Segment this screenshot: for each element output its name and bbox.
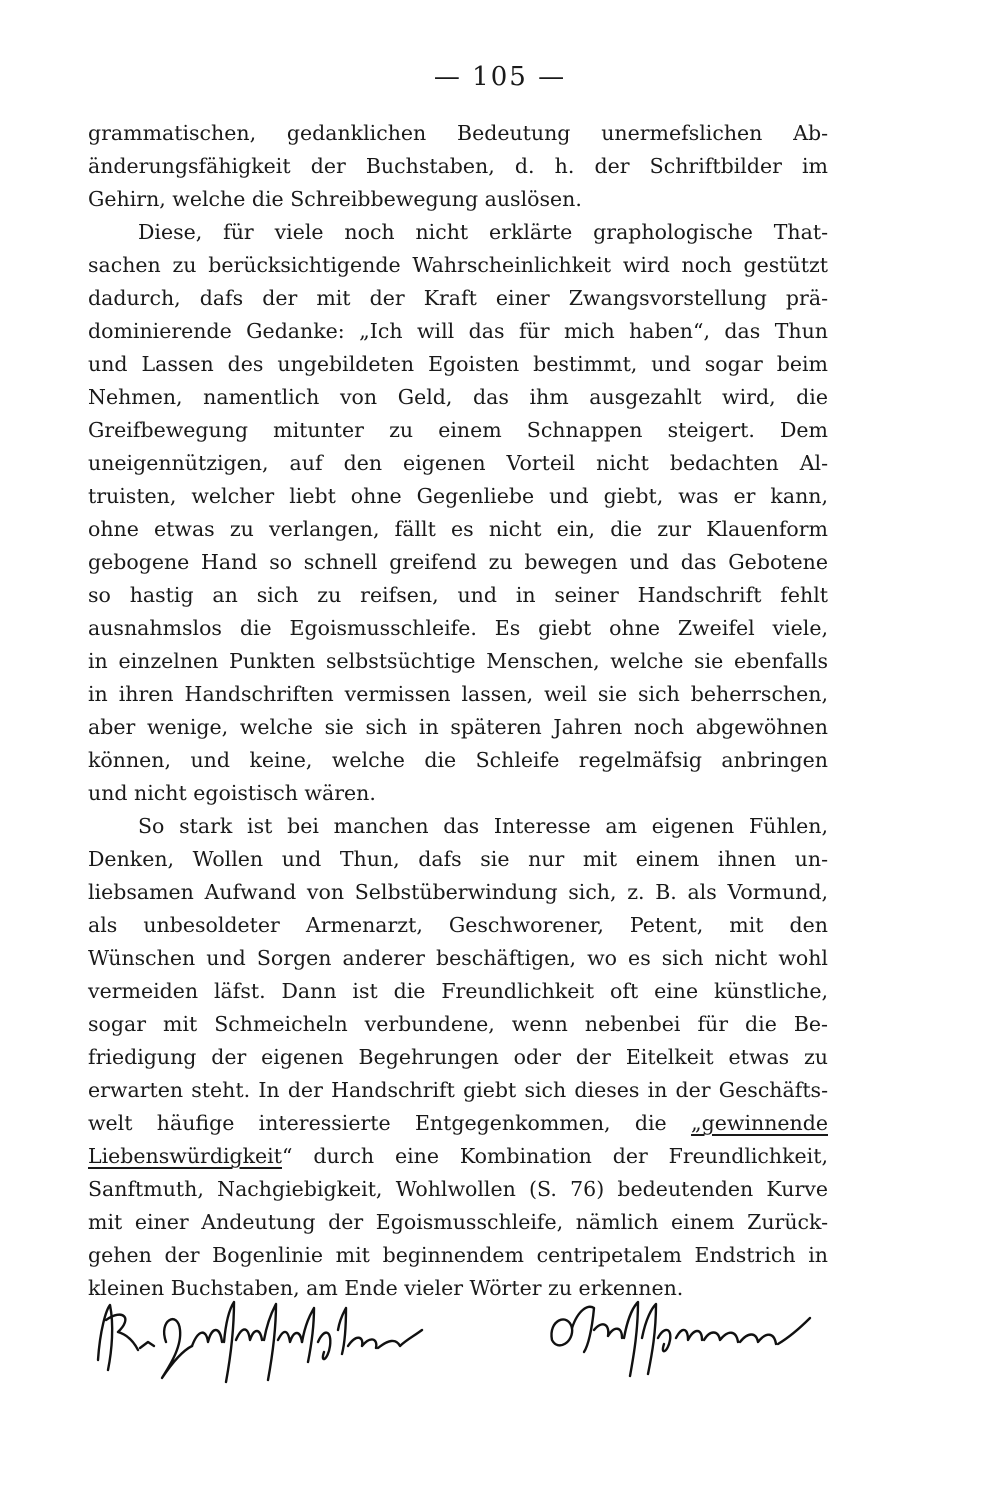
text-line: änderungsfähigkeit der Buchstaben, d. h. der Schriftbilder im — [88, 154, 828, 178]
text-line: dominierende Gedanke: „Ich will das für mich haben“, das Thun — [88, 319, 828, 343]
text-line: uneigennützigen, auf den eigenen Vorteil nicht bedachten Al- — [88, 451, 828, 475]
text-line: Diese, für viele noch nicht erklärte graphologische That- — [138, 220, 828, 244]
text-line: welt häufige interessierte Entgegenkommen, die „gewinnende — [88, 1111, 828, 1135]
text-line: sachen zu berücksichtigende Wahrscheinlichkeit wird noch gestützt — [88, 253, 828, 277]
text-line: und nicht egoistisch wären. — [88, 781, 376, 805]
text-line: sogar mit Schmeicheln verbundene, wenn nebenbei für die Be- — [88, 1012, 828, 1036]
text-line: so hastig an sich zu reifsen, und in seiner Handschrift fehlt — [88, 583, 828, 607]
underlined-phrase: „gewinnende — [691, 1111, 828, 1135]
text-line: friedigung der eigenen Begehrungen oder der Eitelkeit etwas zu — [88, 1045, 828, 1069]
text-line: Nehmen, namentlich von Geld, das ihm ausgezahlt wird, die — [88, 385, 828, 409]
text-line: kleinen Buchstaben, am Ende vieler Wörter zu erkennen. — [88, 1276, 684, 1300]
text-line: erwarten steht. In der Handschrift giebt sich dieses in der Geschäfts- — [88, 1078, 828, 1102]
body-text — [88, 117, 828, 1305]
text-line: So stark ist bei manchen das Interesse am eigenen Fühlen, — [138, 814, 828, 838]
text-line: Sanftmuth, Nachgiebigkeit, Wohlwollen (S. 76) bedeutenden Kurve — [88, 1177, 828, 1201]
text-line: Greifbewegung mitunter zu einem Schnappen steigert. Dem — [88, 418, 828, 442]
page-number: — 105 — — [433, 62, 567, 92]
handwriting-sample-1 — [88, 1290, 428, 1390]
text-line: in ihren Handschriften vermissen lassen, weil sie sich beherrschen, — [88, 682, 828, 706]
handwriting-sample-2 — [538, 1290, 818, 1390]
text-line: in einzelnen Punkten selbstsüchtige Menschen, welche sie ebenfalls — [88, 649, 828, 673]
handwritten-samples — [88, 1290, 828, 1400]
text-line: und Lassen des ungebildeten Egoisten bestimmt, und sogar beim — [88, 352, 828, 376]
text-line: ausnahmslos die Egoismusschleife. Es giebt ohne Zweifel viele, — [88, 616, 828, 640]
text-line: gebogene Hand so schnell greifend zu bewegen und das Gebotene — [88, 550, 828, 574]
text-line: ohne etwas zu verlangen, fällt es nicht ein, die zur Klauenform — [88, 517, 828, 541]
text-line: dadurch, dafs der mit der Kraft einer Zwangsvorstellung prä- — [88, 286, 828, 310]
text-line: vermeiden läfst. Dann ist die Freundlichkeit oft eine künstliche, — [88, 979, 828, 1003]
text-line: liebsamen Aufwand von Selbstüberwindung sich, z. B. als Vormund, — [88, 880, 828, 904]
text-line: gehen der Bogenlinie mit beginnendem centripetalem Endstrich in — [88, 1243, 828, 1267]
text-line: Wünschen und Sorgen anderer beschäftigen, wo es sich nicht wohl — [88, 946, 828, 970]
text-line: können, und keine, welche die Schleife regelmäfsig anbringen — [88, 748, 828, 772]
text-line: Gehirn, welche die Schreibbewegung auslösen. — [88, 187, 582, 211]
text-line: als unbesoldeter Armenarzt, Geschworener, Petent, mit den — [88, 913, 828, 937]
text-line: aber wenige, welche sie sich in späteren Jahren noch abgewöhnen — [88, 715, 828, 739]
text-line: truisten, welcher liebt ohne Gegenliebe und giebt, was er kann, — [88, 484, 828, 508]
text-line: mit einer Andeutung der Egoismusschleife, nämlich einem Zurück- — [88, 1210, 828, 1234]
text-line: Liebenswürdigkeit“ durch eine Kombination der Freundlichkeit, — [88, 1144, 828, 1168]
text-line: grammatischen, gedanklichen Bedeutung unermefslichen Ab- — [88, 121, 828, 145]
underlined-phrase: Liebenswürdigkeit — [88, 1144, 282, 1168]
text-line: Denken, Wollen und Thun, dafs sie nur mit einem ihnen un- — [88, 847, 828, 871]
